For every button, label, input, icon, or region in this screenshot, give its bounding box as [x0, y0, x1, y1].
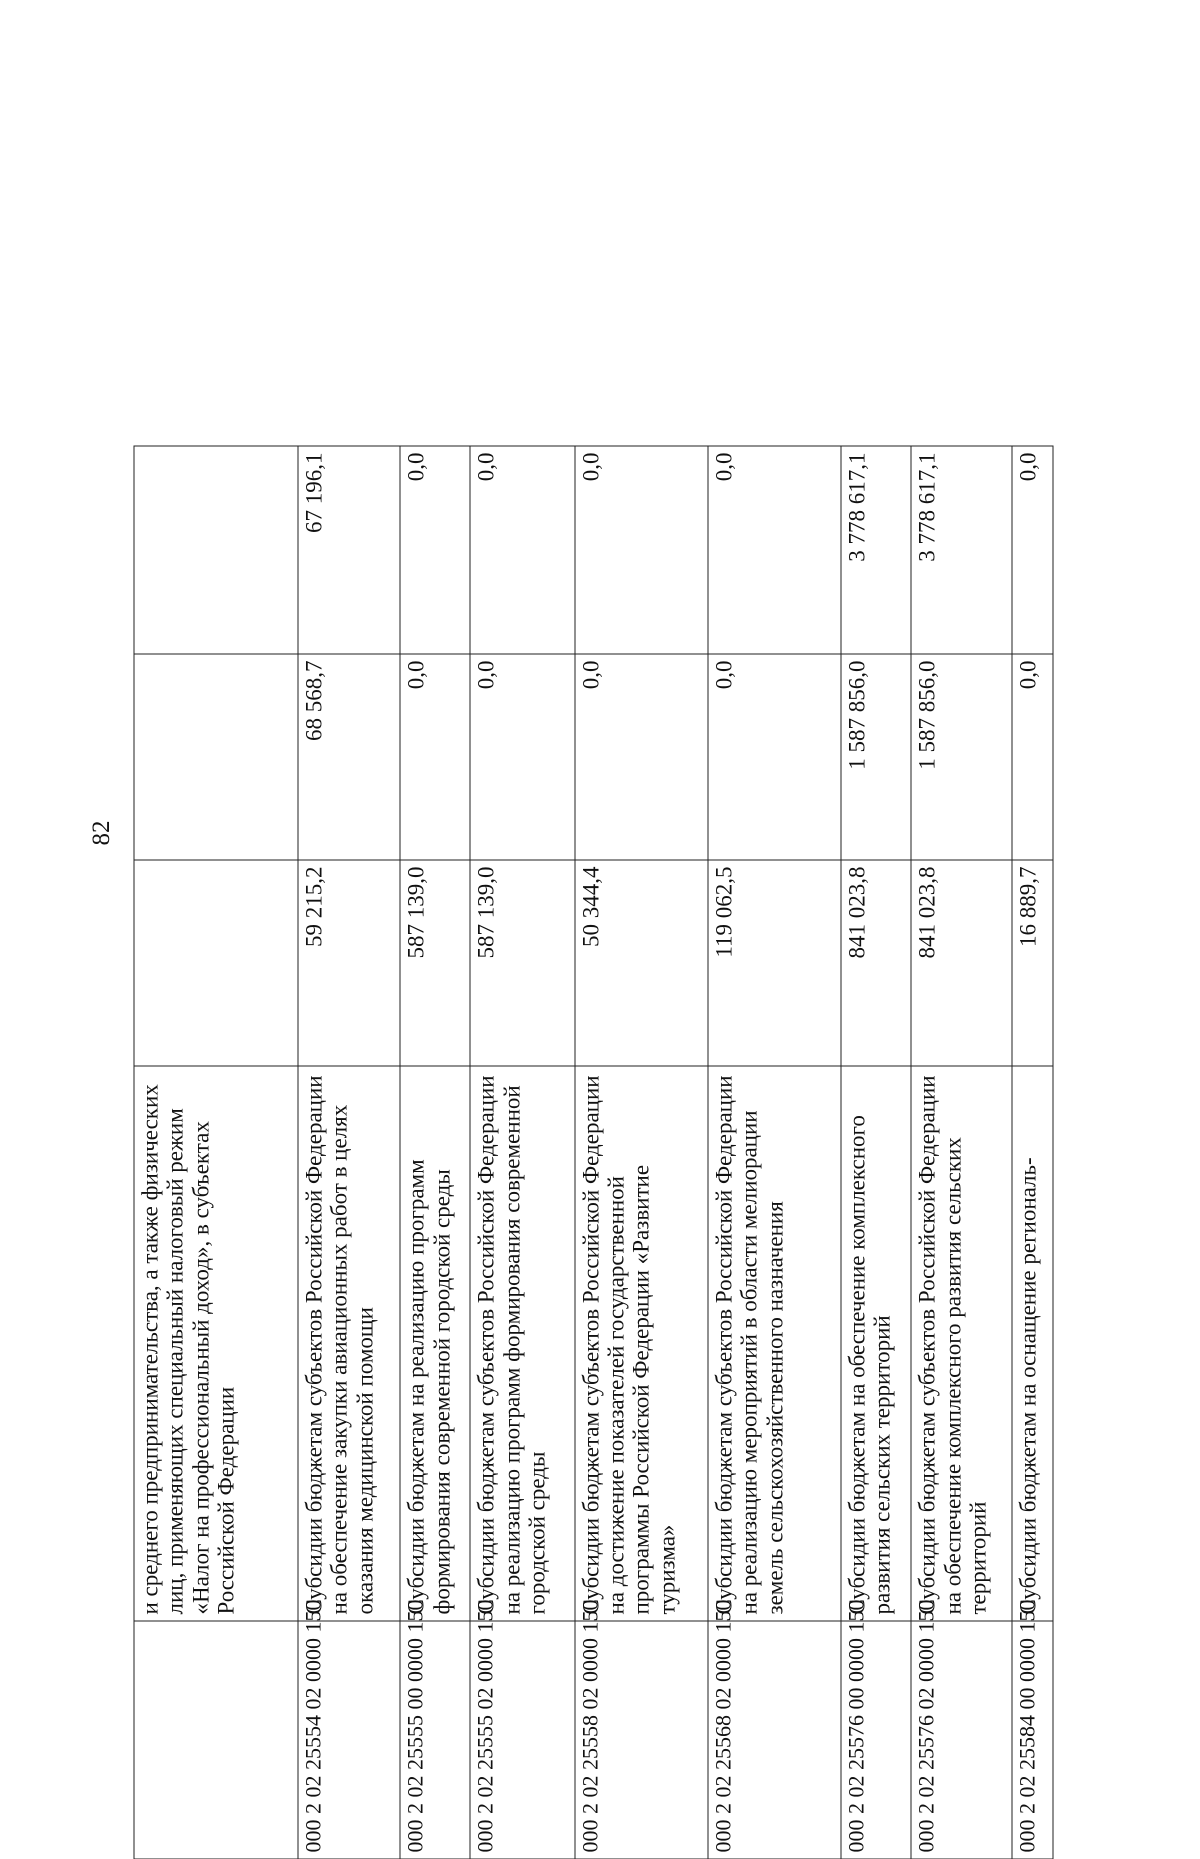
value-cell-2: 1 587 856,0	[841, 654, 911, 860]
description-cell: Субсидии бюджетам на оснащение региональ-	[1012, 1066, 1053, 1621]
budget-code-cell: 000 2 02 25555 02 0000 150	[470, 1621, 574, 1859]
value-cell-1: 16 889,7	[1012, 860, 1053, 1066]
table-row	[134, 446, 298, 1859]
value-cell-2: 0,0	[400, 654, 470, 860]
value-cell-3: 0,0	[470, 446, 574, 654]
description-cell: Субсидии бюджетам на обеспечение комплексного развития сельских территорий	[841, 1066, 911, 1621]
table-row	[574, 446, 707, 1859]
value-cell-2: 0,0	[470, 654, 574, 860]
budget-code-cell: 000 2 02 25568 02 0000 150	[707, 1621, 840, 1859]
value-cell-3: 0,0	[574, 446, 707, 654]
value-cell-1: 841 023,8	[911, 860, 1012, 1066]
value-cell-1: 50 344,4	[574, 860, 707, 1066]
description-cell: и среднего предпринимательства, а также физических лиц, применяющих специальный налоговый режим «Налог на профессиональный доход», в субъектах Российской Федерации	[134, 1066, 298, 1621]
table-row	[707, 446, 840, 1859]
value-cell-1: 59 215,2	[297, 860, 399, 1066]
description-cell: Субсидии бюджетам субъектов Российской Федерации на обеспечение комплексного развития сельских территорий	[911, 1066, 1012, 1621]
table-row	[400, 446, 470, 1859]
value-cell-2: 68 568,7	[297, 654, 399, 860]
value-cell-1: 587 139,0	[470, 860, 574, 1066]
description-cell: Субсидии бюджетам субъектов Российской Федерации на реализацию мероприятий в области мелиорации земель сельскохозяйственного назначения	[707, 1066, 840, 1621]
description-cell: Субсидии бюджетам на реализацию программ формирования современной городской среды	[400, 1066, 470, 1621]
table-row	[911, 446, 1012, 1859]
value-cell-3: 0,0	[400, 446, 470, 654]
table-row	[841, 446, 911, 1859]
budget-code-cell: 000 2 02 25555 00 0000 150	[400, 1621, 470, 1859]
value-cell-1: 841 023,8	[841, 860, 911, 1066]
table-row	[470, 446, 574, 1859]
page-number: 82	[88, 820, 115, 846]
description-cell: Субсидии бюджетам субъектов Российской Федерации на обеспечение закупки авиационных работ в целях оказания медицинской помощи	[297, 1066, 399, 1621]
value-cell-1	[134, 860, 298, 1066]
value-cell-3: 67 196,1	[297, 446, 399, 654]
value-cell-2	[134, 654, 298, 860]
value-cell-1: 119 062,5	[707, 860, 840, 1066]
value-cell-2: 1 587 856,0	[911, 654, 1012, 860]
budget-code-cell: 000 2 02 25576 02 0000 150	[911, 1621, 1012, 1859]
budget-code-cell: 000 2 02 25584 00 0000 150	[1012, 1621, 1053, 1859]
description-cell: Субсидии бюджетам субъектов Российской Федерации на реализацию программ формирования современной городской среды	[470, 1066, 574, 1621]
value-cell-2: 0,0	[574, 654, 707, 860]
budget-table	[133, 445, 1053, 1859]
table-row	[1012, 446, 1053, 1859]
value-cell-3: 0,0	[707, 446, 840, 654]
budget-code-cell: 000 2 02 25576 00 0000 150	[841, 1621, 911, 1859]
value-cell-2: 0,0	[707, 654, 840, 860]
value-cell-3: 3 778 617,1	[841, 446, 911, 654]
budget-code-cell: 000 2 02 25554 02 0000 150	[297, 1621, 399, 1859]
budget-code-cell	[134, 1621, 298, 1859]
description-cell: Субсидии бюджетам субъектов Российской Федерации на достижение показателей государственной программы Российской Федерации «Развитие туризма»	[574, 1066, 707, 1621]
value-cell-3: 0,0	[1012, 446, 1053, 654]
value-cell-3	[134, 446, 298, 654]
value-cell-3: 3 778 617,1	[911, 446, 1012, 654]
table-row	[297, 446, 399, 1859]
budget-code-cell: 000 2 02 25558 02 0000 150	[574, 1621, 707, 1859]
value-cell-2: 0,0	[1012, 654, 1053, 860]
value-cell-1: 587 139,0	[400, 860, 470, 1066]
rotated-page-content	[133, 446, 1053, 1859]
